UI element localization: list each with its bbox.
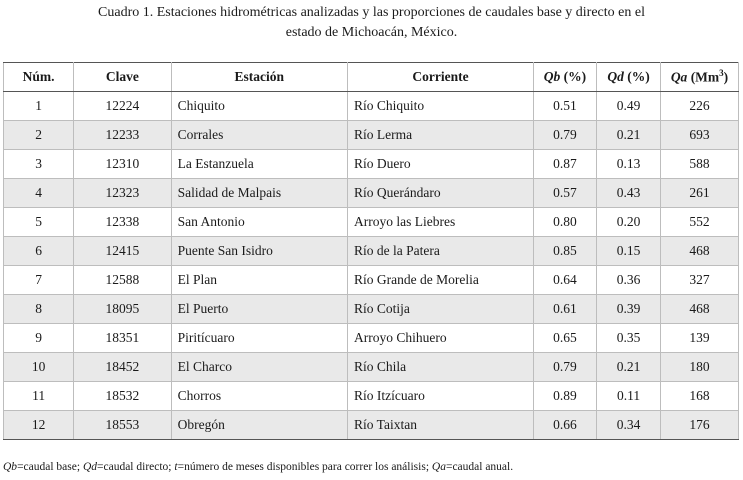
cell-num: 10 (4, 353, 74, 382)
cell-num: 4 (4, 179, 74, 208)
footnote-qd-def: =caudal directo; (97, 461, 175, 473)
cell-estacion: San Antonio (171, 208, 347, 237)
header-qb (533, 63, 596, 92)
cell-qb: 0.89 (533, 382, 596, 411)
cell-qa: 552 (661, 208, 739, 237)
caption-line-2: estado de Michoacán, México. (285, 25, 458, 40)
cell-num: 6 (4, 237, 74, 266)
cell-clave: 12323 (74, 179, 171, 208)
cell-estacion: El Charco (171, 353, 347, 382)
cell-qd: 0.49 (597, 92, 661, 121)
table-row (4, 208, 739, 237)
cell-corriente: Río Querándaro (348, 179, 534, 208)
cell-corriente: Arroyo Chihuero (348, 324, 534, 353)
cell-num: 1 (4, 92, 74, 121)
cell-qa: 261 (661, 179, 739, 208)
cell-estacion: Piritícuaro (171, 324, 347, 353)
header-qd-unit: (%) (623, 69, 650, 84)
cell-corriente: Río Taixtan (348, 411, 534, 440)
cell-corriente: Río Lerma (348, 121, 534, 150)
cell-qa: 693 (661, 121, 739, 150)
table-row (4, 121, 739, 150)
cell-qb: 0.79 (533, 121, 596, 150)
cell-qd: 0.21 (597, 121, 661, 150)
cell-qb: 0.87 (533, 150, 596, 179)
header-qb-symbol: Qb (543, 69, 561, 84)
cell-qd: 0.39 (597, 295, 661, 324)
cell-qd: 0.34 (597, 411, 661, 440)
cell-qd: 0.35 (597, 324, 661, 353)
header-qd (597, 63, 661, 92)
header-qa-symbol: Qa (670, 69, 688, 85)
footnote-qd: Qd (82, 461, 97, 473)
cell-clave: 12338 (74, 208, 171, 237)
cell-corriente: Río Chila (348, 353, 534, 382)
header-estacion: Estación (171, 63, 347, 92)
cell-corriente: Río Duero (348, 150, 534, 179)
header-row (4, 63, 739, 92)
cell-qb: 0.79 (533, 353, 596, 382)
header-qb-unit: (%) (560, 69, 587, 84)
footnote-qb: Qb (3, 461, 18, 473)
footnote-qb-def: =caudal base; (17, 461, 83, 473)
table-row (4, 266, 739, 295)
cell-estacion: Obregón (171, 411, 347, 440)
header-qd-symbol: Qd (607, 69, 624, 84)
table-row (4, 237, 739, 266)
cell-qb: 0.64 (533, 266, 596, 295)
caption-line-1: Cuadro 1. Estaciones hidrométricas analizadas y las proporciones de caudales base y directo en el (98, 5, 645, 20)
footnote-qa: Qa (431, 461, 446, 473)
cell-estacion: La Estanzuela (171, 150, 347, 179)
footnote-t-def: =número de meses disponibles para correr los análisis; (177, 461, 432, 473)
cell-qb: 0.65 (533, 324, 596, 353)
table-caption (0, 3, 743, 43)
table-row (4, 382, 739, 411)
cell-qb: 0.57 (533, 179, 596, 208)
footnote-t: t (174, 461, 178, 473)
cell-num: 12 (4, 411, 74, 440)
cell-qb: 0.61 (533, 295, 596, 324)
cell-qb: 0.80 (533, 208, 596, 237)
cell-qa: 226 (661, 92, 739, 121)
cell-corriente: Río Cotija (348, 295, 534, 324)
cell-qa: 176 (661, 411, 739, 440)
cell-corriente: Río Grande de Morelia (348, 266, 534, 295)
cell-num: 2 (4, 121, 74, 150)
cell-clave: 18553 (74, 411, 171, 440)
cell-qa: 588 (661, 150, 739, 179)
cell-qa: 468 (661, 237, 739, 266)
table-row (4, 92, 739, 121)
header-corriente: Corriente (348, 63, 534, 92)
cell-qd: 0.21 (597, 353, 661, 382)
cell-qd: 0.13 (597, 150, 661, 179)
cell-clave: 12415 (74, 237, 171, 266)
cell-qd: 0.15 (597, 237, 661, 266)
cell-qd: 0.20 (597, 208, 661, 237)
cell-corriente: Río Itzícuaro (348, 382, 534, 411)
cell-corriente: Río de la Patera (348, 237, 534, 266)
table-row (4, 179, 739, 208)
cell-num: 8 (4, 295, 74, 324)
cell-num: 9 (4, 324, 74, 353)
cell-num: 3 (4, 150, 74, 179)
cell-clave: 18452 (74, 353, 171, 382)
cell-clave: 12224 (74, 92, 171, 121)
header-qa (661, 63, 739, 92)
cell-clave: 18351 (74, 324, 171, 353)
cell-clave: 12310 (74, 150, 171, 179)
table-body (4, 92, 739, 440)
table-row (4, 324, 739, 353)
cell-qa: 468 (661, 295, 739, 324)
cell-corriente: Río Chiquito (348, 92, 534, 121)
cell-corriente: Arroyo las Liebres (348, 208, 534, 237)
cell-qa: 180 (661, 353, 739, 382)
cell-clave: 12588 (74, 266, 171, 295)
table-row (4, 353, 739, 382)
cell-qd: 0.43 (597, 179, 661, 208)
cell-clave: 18532 (74, 382, 171, 411)
header-clave: Clave (74, 63, 171, 92)
cell-estacion: Salidad de Malpais (171, 179, 347, 208)
stations-table (3, 62, 739, 440)
table-row (4, 411, 739, 440)
cell-qa: 139 (661, 324, 739, 353)
cell-num: 7 (4, 266, 74, 295)
cell-qb: 0.51 (533, 92, 596, 121)
header-qa-unit: (Mm (687, 69, 720, 85)
cell-qb: 0.85 (533, 237, 596, 266)
header-qa-close: ) (723, 69, 729, 85)
cell-clave: 12233 (74, 121, 171, 150)
cell-estacion: Chiquito (171, 92, 347, 121)
cell-estacion: Corrales (171, 121, 347, 150)
cell-qa: 168 (661, 382, 739, 411)
table-row (4, 150, 739, 179)
table-row (4, 295, 739, 324)
footnote-qa-def: =caudal anual. (445, 461, 514, 473)
header-qa-exponent: 3 (719, 68, 724, 79)
cell-qd: 0.36 (597, 266, 661, 295)
cell-estacion: Chorros (171, 382, 347, 411)
cell-estacion: El Plan (171, 266, 347, 295)
cell-qb: 0.66 (533, 411, 596, 440)
header-num: Núm. (4, 63, 74, 92)
cell-estacion: El Puerto (171, 295, 347, 324)
cell-clave: 18095 (74, 295, 171, 324)
cell-num: 5 (4, 208, 74, 237)
cell-qd: 0.11 (597, 382, 661, 411)
cell-estacion: Puente San Isidro (171, 237, 347, 266)
cell-qa: 327 (661, 266, 739, 295)
cell-num: 11 (4, 382, 74, 411)
footnote (3, 461, 513, 473)
